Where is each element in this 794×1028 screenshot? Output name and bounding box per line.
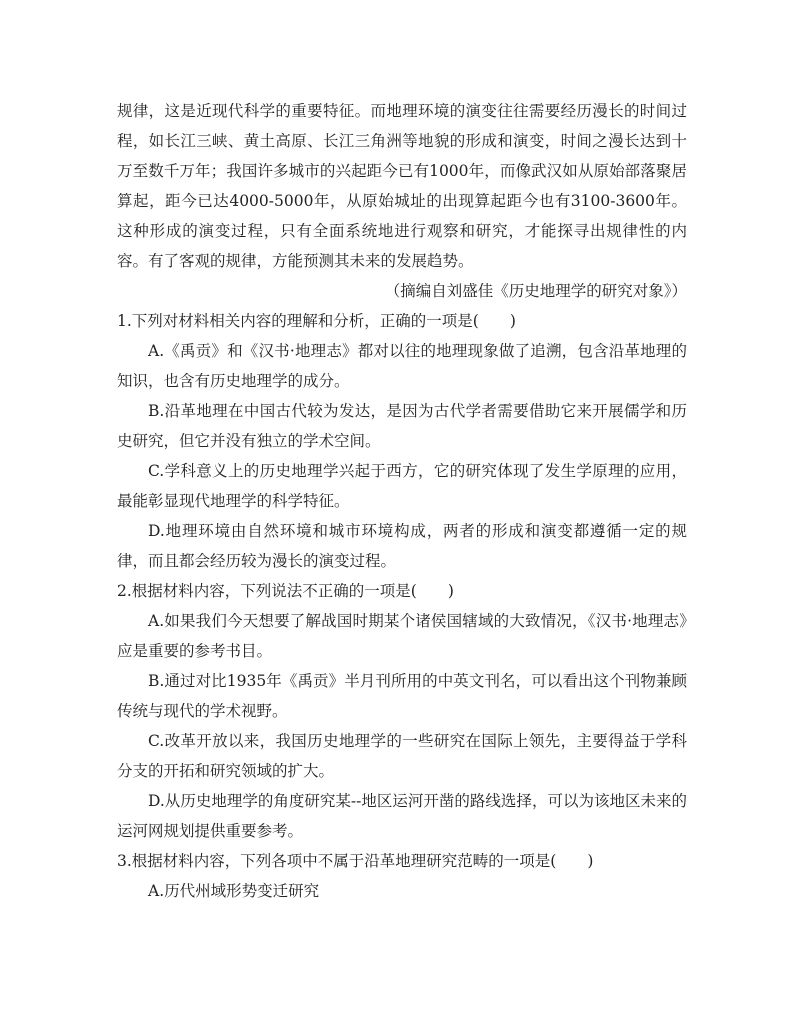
option-b: B.沿革地理在中国古代较为发达，是因为古代学者需要借助它来开展儒学和历史研究，但它并没有独立的学术空间。 (117, 402, 687, 450)
option-a: A.如果我们今天想要了解战国时期某个诸侯国辖域的大致情况，《汉书·地理志》应是重要的参考书目。 (117, 612, 687, 660)
question-stem: 1.下列对材料相关内容的理解和分析，正确的一项是( ) (117, 312, 516, 330)
option-c: C.改革开放以来，我国历史地理学的一些研究在国际上领先，主要得益于学科分支的开拓和研究领域的扩大。 (117, 732, 687, 780)
document-page (117, 96, 687, 906)
question-stem: 3.根据材料内容，下列各项中不属于沿革地理研究范畴的一项是( ) (117, 852, 594, 870)
option-d: D.地理环境由自然环境和城市环境构成，两者的形成和演变都遵循一定的规律，而且都会经历较为漫长的演变过程。 (117, 522, 687, 570)
option-a: A.历代州域形势变迁研究 (148, 882, 320, 900)
option-b: B.通过对比1935年《禹贡》半月刊所用的中英文刊名，可以看出这个刊物兼顾传统与现代的学术视野。 (117, 672, 687, 720)
option-d: D.从历史地理学的角度研究某--地区运河开凿的路线选择，可以为该地区未来的运河网规划提供重要参考。 (117, 792, 687, 840)
passage-paragraph: 规律，这是近现代科学的重要特征。而地理环境的演变往往需要经历漫长的时间过程，如长江三峡、黄土高原、长江三角洲等地貌的形成和演变，时间之漫长达到十万至数千万年；我国许多城市的兴起距今已有1000年，而像武汉如从原始部落聚居算起，距今已达4000-5000年，从原始城址的出现算起距今也有3100-3600年。这种形成的演变过程，只有全面系统地进行观察和研究，才能探寻出规律性的内容。有了客观的规律，方能预测其未来的发展趋势。 (117, 102, 687, 270)
question-stem: 2.根据材料内容，下列说法不正确的一项是( ) (117, 582, 454, 600)
passage-source: （摘编自刘盛佳《历史地理学的研究对象》） (384, 282, 687, 300)
question-1 (117, 306, 687, 576)
option-a: A.《禹贡》和《汉书·地理志》都对以往的地理现象做了追溯，包含沿革地理的知识，也含有历史地理学的成分。 (117, 342, 687, 390)
question-2 (117, 576, 687, 846)
option-c: C.学科意义上的历史地理学兴起于西方，它的研究体现了发生学原理的应用，最能彰显现代地理学的科学特征。 (117, 462, 687, 510)
question-3 (117, 846, 687, 906)
